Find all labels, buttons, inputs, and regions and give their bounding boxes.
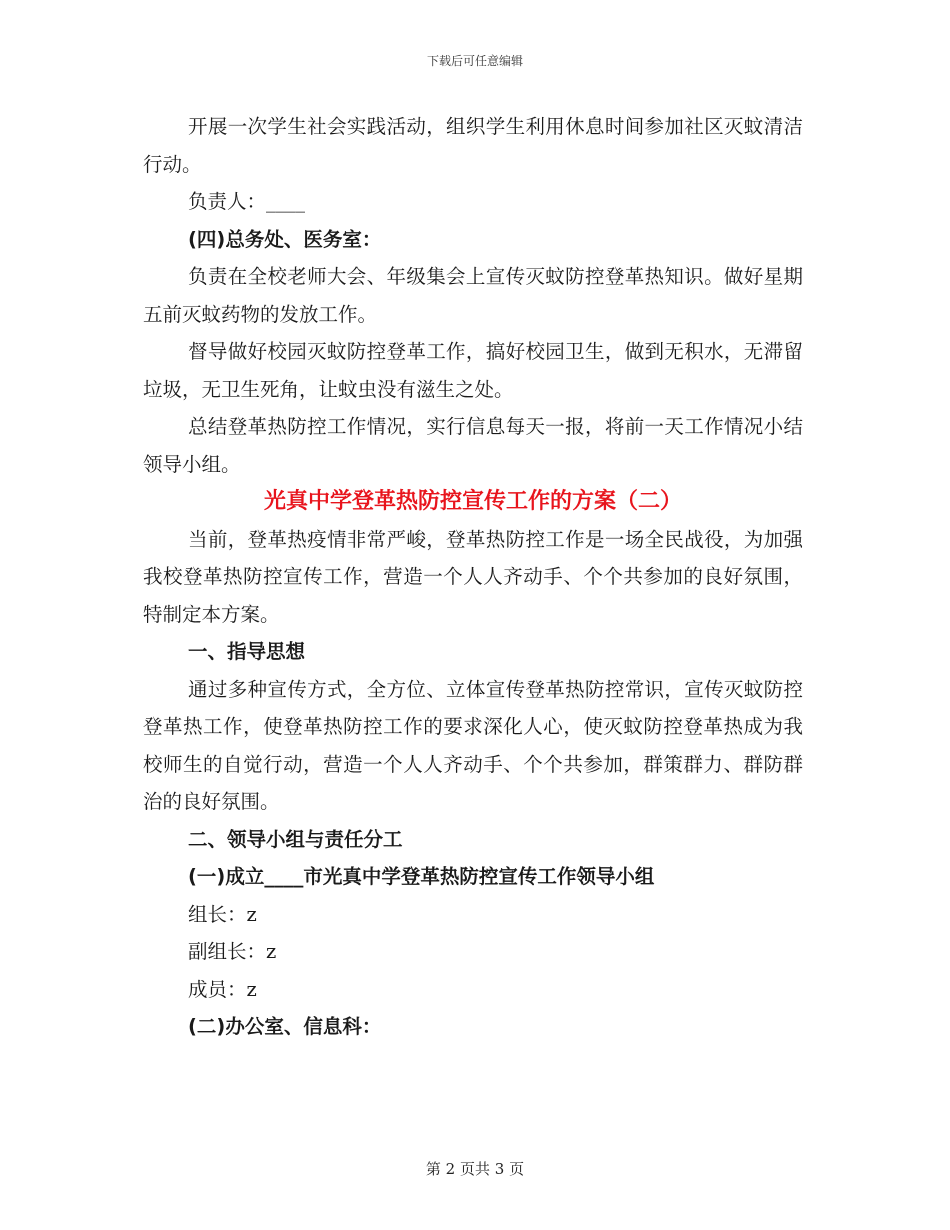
heading-office-info: (二)办公室、信息科： [188, 1015, 382, 1038]
document-body [143, 108, 803, 1046]
group-leader-line: 组长：z [188, 902, 257, 926]
paragraph-person-in-charge: 负责人：____ [188, 190, 306, 213]
members-line: 成员：z [188, 977, 257, 1001]
paragraph-publicity-duty: 负责在全校老师大会、年级集会上宣传灭蚊防控登革热知识。做好星期五前灭蚊药物的发放工作。 [143, 265, 803, 326]
section-title: 光真中学登革热防控宣传工作的方案（二） [263, 489, 682, 514]
paragraph-guiding-ideology: 通过多种宣传方式，全方位、立体宣传登革热防控常识，宣传灭蚊防控登革热工作，使登革热防控工作的要求深化人心，使灭蚊防控登革热成为我校师生的自觉行动，营造一个人人齐动手、个个共参加，群策群力、群防群治的良好氛围。 [143, 677, 803, 813]
paragraph-campus-supervision: 督导做好校园灭蚊防控登革工作，搞好校园卫生，做到无积水，无滞留垃圾，无卫生死角，让蚊虫没有滋生之处。 [143, 340, 803, 401]
page-number: 第 2 页共 3 页 [425, 1160, 525, 1178]
header-note: 下载后可任意编辑 [426, 54, 523, 68]
deputy-leader-line: 副组长：z [188, 940, 277, 963]
paragraph-practice-activity: 开展一次学生社会实践活动，组织学生利用休息时间参加社区灭蚊清洁行动。 [143, 115, 803, 176]
heading-guiding-ideology: 一、指导思想 [188, 640, 306, 663]
paragraph-introduction: 当前，登革热疫情非常严峻，登革热防控工作是一场全民战役，为加强我校登革热防控宣传工作，营造一个人人齐动手、个个共参加的良好氛围，特制定本方案。 [143, 527, 803, 626]
paragraph-daily-report: 总结登革热防控工作情况，实行信息每天一报，将前一天工作情况小结领导小组。 [143, 415, 803, 476]
heading-establish-group: (一)成立____市光真中学登革热防控宣传工作领导小组 [188, 865, 655, 888]
heading-leadership-group: 二、领导小组与责任分工 [188, 827, 403, 851]
heading-general-affairs: (四)总务处、医务室： [188, 227, 382, 251]
